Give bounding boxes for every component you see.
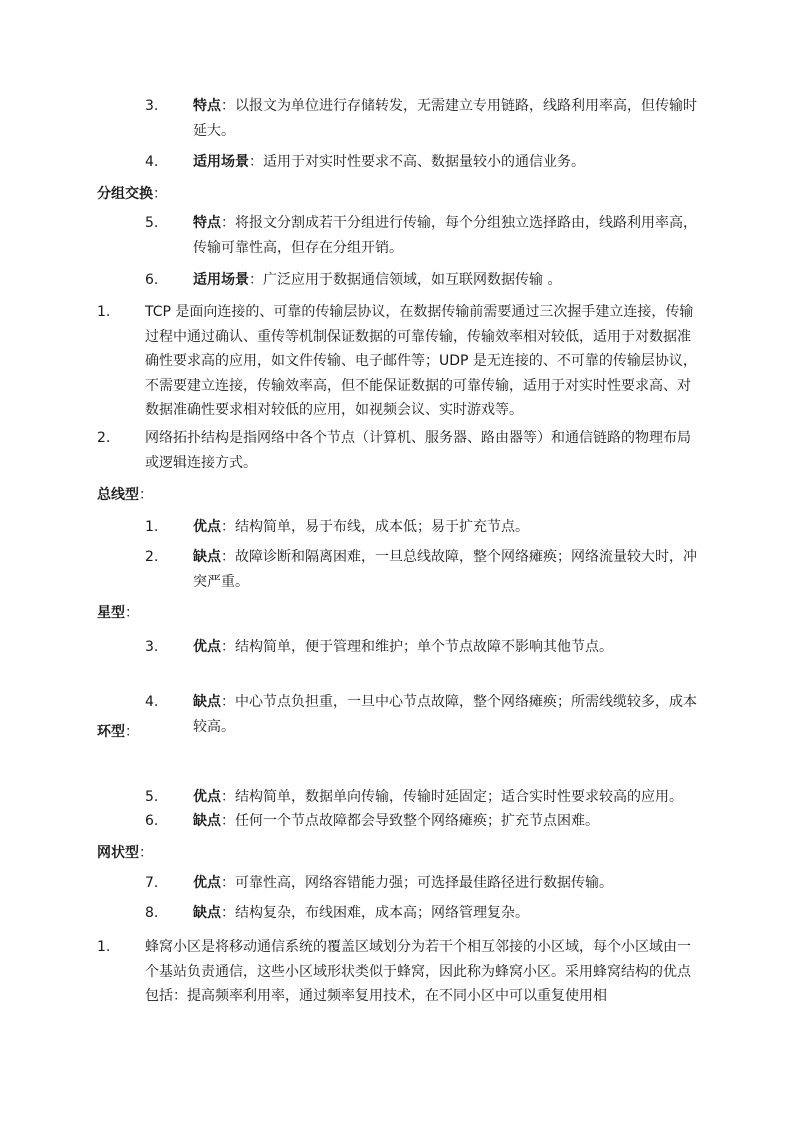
- item-label: 特点: [193, 98, 221, 114]
- item-text: TCP 是面向连接的、可靠的传输层协议，在数据传输前需要通过三次握手建立连接，传输过程中通过确认、重传等机制保证数据的可靠传输，传输效率相对较低，适用于对数据准确性要求高的应用，如文件传输、电子邮件等；UDP 是无连接的、不可靠的传输层协议，不需要建立连接，传输效率高，但不能保证数据的可靠传输，适用于对实时性要求高、对数据准确性要求相对较低的应用，如视频会议、实时游戏等。: [145, 304, 697, 418]
- section-heading-label: 环型: [97, 724, 125, 740]
- item-text: 将报文分割成若干分组进行传输，每个分组独立选择路由，线路利用率高，传输可靠性高，但存在分组开销。: [193, 215, 697, 256]
- list-number: 3.: [145, 639, 159, 655]
- item-label: 缺点: [193, 694, 221, 710]
- item-label: 缺点: [193, 549, 221, 565]
- item-text: 中心节点负担重，一旦中心节点故障，整个网络瘫痪；所需线缆较多，成本较高。: [193, 694, 697, 735]
- list-item: [193, 690, 698, 739]
- item-label: 优点: [193, 519, 221, 535]
- item-label-colon: ：: [221, 905, 235, 921]
- section-heading: [97, 603, 139, 623]
- list-number: 1.: [97, 939, 111, 955]
- item-label-colon: ：: [249, 272, 263, 288]
- list-number: 3.: [145, 98, 159, 114]
- section-heading-label: 星型: [97, 605, 125, 621]
- item-text: 任何一个节点故障都会导致整个网络瘫痪；扩充节点困难。: [235, 813, 599, 829]
- section-heading-colon: ：: [139, 845, 153, 861]
- section-heading-colon: ：: [153, 186, 167, 202]
- section-heading-colon: ：: [139, 487, 153, 503]
- item-label: 优点: [193, 639, 221, 655]
- section-heading: [97, 184, 167, 204]
- item-label: 缺点: [193, 813, 221, 829]
- section-heading: [97, 722, 139, 742]
- item-label-colon: ：: [221, 98, 235, 114]
- list-number: 5.: [145, 215, 159, 231]
- paragraph-item: [145, 300, 700, 423]
- list-item: [193, 809, 698, 834]
- item-text: 结构复杂，布线困难，成本高；网络管理复杂。: [235, 905, 529, 921]
- item-label-colon: ：: [221, 789, 235, 805]
- item-label: 缺点: [193, 905, 221, 921]
- item-label-colon: ：: [221, 694, 235, 710]
- item-label-colon: ：: [221, 549, 235, 565]
- paragraph-item: [145, 426, 700, 475]
- list-number: 1.: [97, 304, 111, 320]
- list-number: 2.: [97, 430, 111, 446]
- item-text: 适用于对实时性要求不高、数据量较小的通信业务。: [263, 154, 585, 170]
- item-text: 结构简单，数据单向传输，传输时延固定；适合实时性要求较高的应用。: [235, 789, 683, 805]
- list-item: [193, 268, 698, 293]
- section-heading-colon: ：: [125, 724, 139, 740]
- list-number: 5.: [145, 789, 159, 805]
- item-label: 特点: [193, 215, 221, 231]
- list-item: [193, 785, 698, 810]
- list-item: [193, 94, 698, 143]
- paragraph-item: [145, 935, 700, 1009]
- item-label-colon: ：: [221, 875, 235, 891]
- item-label-colon: ：: [221, 519, 235, 535]
- item-text: 可靠性高，网络容错能力强；可选择最佳路径进行数据传输。: [235, 875, 613, 891]
- item-text: 以报文为单位进行存储转发，无需建立专用链路，线路利用率高，但传输时延大。: [193, 98, 697, 139]
- list-item: [193, 150, 698, 175]
- item-label: 适用场景: [193, 154, 249, 170]
- item-label-colon: ：: [249, 154, 263, 170]
- section-heading-label: 分组交换: [97, 186, 153, 202]
- item-label-colon: ：: [221, 813, 235, 829]
- list-number: 6.: [145, 813, 159, 829]
- item-text: 网络拓扑结构是指网络中各个节点（计算机、服务器、路由器等）和通信链路的物理布局或逻辑连接方式。: [145, 430, 691, 471]
- item-label: 优点: [193, 875, 221, 891]
- item-text: 广泛应用于数据通信领域，如互联网数据传输 。: [263, 272, 562, 288]
- list-item: [193, 871, 698, 896]
- list-number: 6.: [145, 272, 159, 288]
- section-heading-colon: ：: [125, 605, 139, 621]
- item-label-colon: ：: [221, 639, 235, 655]
- item-text: 结构简单，易于布线，成本低；易于扩充节点。: [235, 519, 529, 535]
- item-label: 适用场景: [193, 272, 249, 288]
- list-number: 7.: [145, 875, 159, 891]
- list-number: 4.: [145, 154, 159, 170]
- list-number: 2.: [145, 549, 159, 565]
- item-label-colon: ：: [221, 215, 235, 231]
- section-heading-label: 总线型: [97, 487, 139, 503]
- item-text: 故障诊断和隔离困难，一旦总线故障，整个网络瘫痪；网络流量较大时，冲突严重。: [193, 549, 697, 590]
- item-label: 优点: [193, 789, 221, 805]
- list-item: [193, 901, 698, 926]
- section-heading-label: 网状型: [97, 845, 139, 861]
- list-item: [193, 515, 698, 540]
- item-text: 结构简单，便于管理和维护；单个节点故障不影响其他节点。: [235, 639, 613, 655]
- item-text: 蜂窝小区是将移动通信系统的覆盖区域划分为若干个相互邻接的小区域，每个小区域由一个基站负责通信，这些小区域形状类似于蜂窝，因此称为蜂窝小区。采用蜂窝结构的优点包括：提高频率利用率，通过频率复用技术，在不同小区中可以重复使用相: [145, 939, 691, 1004]
- list-item: [193, 545, 698, 594]
- list-number: 1.: [145, 519, 159, 535]
- list-number: 4.: [145, 694, 159, 710]
- section-heading: [97, 485, 153, 505]
- list-item: [193, 211, 698, 260]
- section-heading: [97, 843, 153, 863]
- list-item: [193, 635, 698, 660]
- list-number: 8.: [145, 905, 159, 921]
